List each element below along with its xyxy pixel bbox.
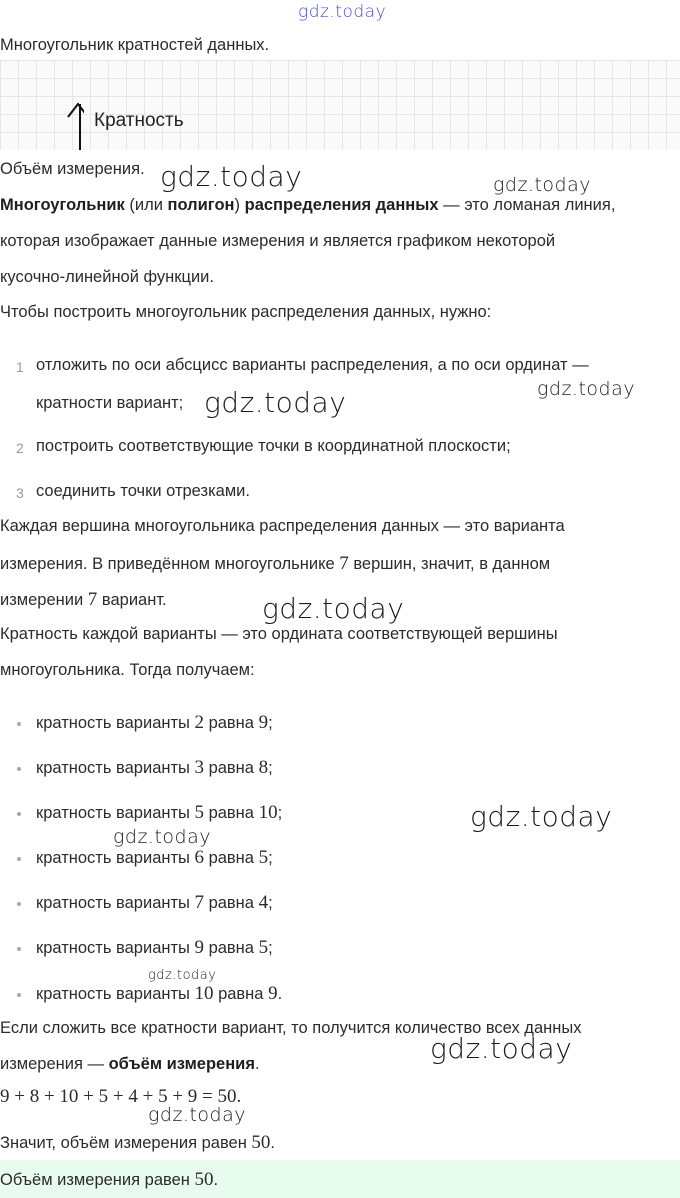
watermark: gdz.today <box>113 826 211 848</box>
howto-intro: Чтобы построить многоугольник распределения данных, нужно: <box>0 303 492 321</box>
multiplicity-line-2: многоугольника. Тогда получаем: <box>0 661 255 679</box>
volume-label: Объём измерения. <box>0 160 145 178</box>
figure-caption: Многоугольник кратностей данных. <box>0 36 270 54</box>
definition-line-3: кусочно-линейной функции. <box>0 268 214 286</box>
multiplicity-line-1: Кратность каждой варианты — это ордината соответствующей вершины <box>0 625 558 643</box>
list-bullet <box>17 993 21 997</box>
list-item: кратность варианты 3 равна 8; <box>36 757 273 778</box>
step-number: 1 <box>16 359 24 375</box>
watermark: gdz.today <box>262 592 405 625</box>
sum-equation: 9 + 8 + 10 + 5 + 4 + 5 + 9 = 50. <box>0 1086 242 1107</box>
list-item: кратность варианты 6 равна 5; <box>36 847 273 868</box>
list-item: кратность варианты 7 равна 4; <box>36 892 273 913</box>
list-bullet <box>17 767 21 771</box>
graph-grid <box>0 60 680 150</box>
list-bullet <box>17 812 21 816</box>
watermark: gdz.today <box>298 2 387 22</box>
vertices-line-2: измерения. В приведённом многоугольнике 7 вершин, значит, в данном <box>0 553 551 574</box>
watermark: gdz.today <box>148 1104 246 1126</box>
list-item: кратность варианты 5 равна 10; <box>36 802 283 823</box>
step-text: построить соответствующие точки в координатной плоскости; <box>36 437 511 455</box>
definition-line-2: которая изображает данные измерения и является графиком некоторой <box>0 232 556 250</box>
y-axis-arrow-icon <box>60 100 84 152</box>
vertices-line-3: измерении 7 вариант. <box>0 589 167 610</box>
watermark: gdz.today <box>537 378 635 400</box>
list-bullet <box>17 902 21 906</box>
list-item: кратность варианты 9 равна 5; <box>36 937 273 958</box>
list-bullet <box>17 857 21 861</box>
watermark: gdz.today <box>148 968 217 983</box>
conclusion: Значит, объём измерения равен 50. <box>0 1132 276 1153</box>
watermark: gdz.today <box>430 1032 573 1065</box>
step-number: 3 <box>16 485 24 501</box>
step-text: отложить по оси абсцисс варианты распределения, а по оси ординат — <box>36 356 589 374</box>
step-text-continued: кратности вариант; <box>36 394 184 412</box>
list-bullet <box>17 947 21 951</box>
list-item: кратность варианты 10 равна 9. <box>36 983 283 1004</box>
vertices-line-1: Каждая вершина многоугольника распределения данных — это варианта <box>0 517 565 535</box>
watermark: gdz.today <box>470 800 613 833</box>
definition-line-1: Многоугольник (или полигон) распределения данных — это ломаная линия, <box>0 196 616 214</box>
y-axis-label: Кратность <box>94 110 184 131</box>
list-bullet <box>17 722 21 726</box>
step-text: соединить точки отрезками. <box>36 482 250 500</box>
answer-box <box>0 1160 680 1198</box>
list-item: кратность варианты 2 равна 9; <box>36 712 273 733</box>
watermark: gdz.today <box>160 160 303 193</box>
sum-line-1: Если сложить все кратности вариант, то получится количество всех данных <box>0 1019 582 1037</box>
sum-line-2: измерения — объём измерения. <box>0 1055 260 1073</box>
step-number: 2 <box>16 440 24 456</box>
answer-text: Объём измерения равен 50. <box>0 1169 219 1190</box>
watermark: gdz.today <box>204 386 347 419</box>
watermark: gdz.today <box>493 174 591 196</box>
